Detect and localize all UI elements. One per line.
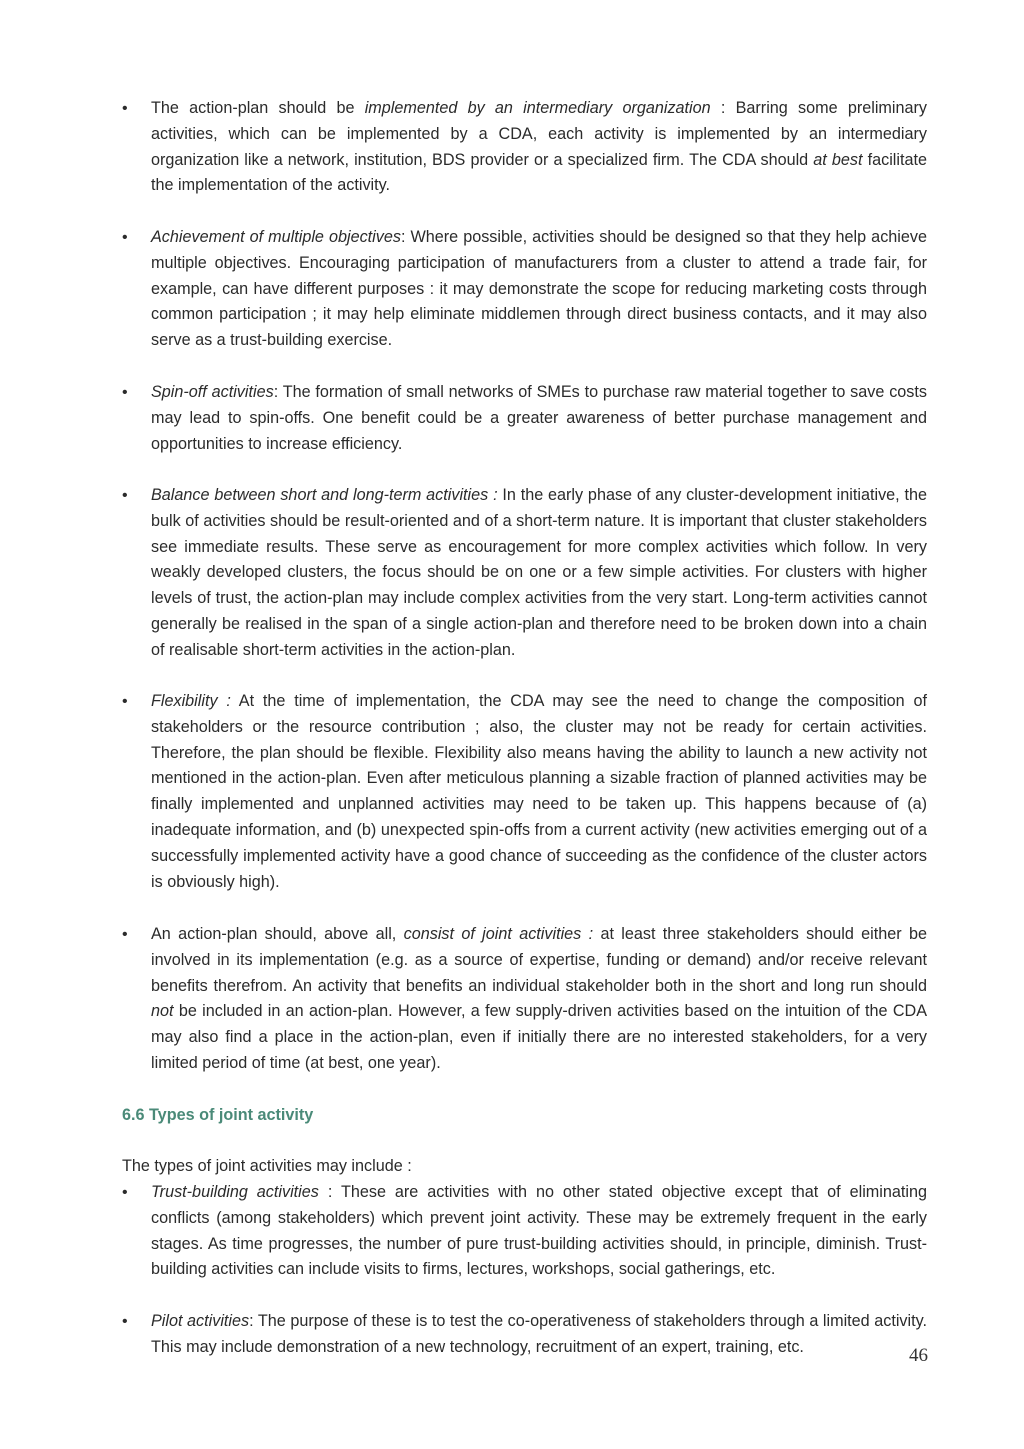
list-item-trust-building: • Trust-building activities : These are activities with no other stated objective except that of eliminating conflicts (among stakeholders) which prevent joint activity. These may be extremely frequent in the early stages. As time progresses, the number of pure trust-building activities should, in principle, diminish. Trust-building activities can include visits to firms, lectures, workshops, social gatherings, etc. — [0, 1180, 927, 1283]
bullet-icon: • — [122, 229, 128, 246]
bullet-list — [0, 922, 927, 1077]
bullet-list — [0, 1180, 927, 1283]
bullet-list — [0, 380, 927, 457]
bullet-list — [0, 689, 927, 895]
list-item-joint-activities: • An action-plan should, above all, consist of joint activities : at least three stakeholders should either be involved in its implementation (e.g. as a source of expertise, funding or demand) and/or receive relevant benefits therefrom. An activity that benefits an individual stakeholder both in the short and long run should not be included in an action-plan. However, a few supply-driven activities based on the intuition of the CDA may also find a place in the action-plan, even if initially there are no interested stakeholders, for a very limited period of time (at best, one year). — [0, 922, 927, 1077]
bullet-list — [0, 1309, 927, 1361]
bullet-icon: • — [122, 926, 128, 943]
list-item-spin-off: • Spin-off activities: The formation of small networks of SMEs to purchase raw material together to save costs may lead to spin-offs. One benefit could be a greater awareness of better purchase management and opportunities to increase efficiency. — [0, 380, 927, 457]
bullet-icon: • — [122, 384, 128, 401]
list-item-balance: • Balance between short and long-term activities : In the early phase of any cluster-development initiative, the bulk of activities should be result-oriented and of a short-term nature. It is important that cluster stakeholders see immediate results. These serve as encouragement for more complex activities which follow. In very weakly developed clusters, the focus should be on one or a few simple activities. For clusters with higher levels of trust, the action-plan may include complex activities from the very start. Long-term activities cannot generally be realised in the span of a single action-plan and therefore need to be broken down into a chain of realisable short-term activities in the action-plan. — [0, 483, 927, 664]
list-item-intermediary: • The action-plan should be implemented by an intermediary organization : Barring some preliminary activities, which can be implemented by a CDA, each activity is implemented by an intermediary organization like a network, institution, BDS provider or a specialized firm. The CDA should at best facilitate the implementation of the activity. — [0, 96, 927, 199]
list-item-multiple-objectives: • Achievement of multiple objectives: Where possible, activities should be designed so that they help achieve multiple objectives. Encouraging participation of manufacturers from a cluster to attend a trade fair, for example, can have different purposes : it may demonstrate the scope for reducing marketing costs through common participation ; it may help eliminate middlemen through direct business contacts, and it may also serve as a trust-building exercise. — [0, 225, 927, 354]
bullet-list — [0, 483, 927, 664]
bullet-list — [0, 96, 927, 199]
list-item-pilot: • Pilot activities: The purpose of these is to test the co-operativeness of stakeholders through a limited activity. This may include demonstration of a new technology, recruitment of an expert, training, etc. — [0, 1309, 927, 1361]
bullet-icon: • — [122, 1184, 128, 1201]
bullet-icon: • — [122, 100, 128, 117]
section-intro: The types of joint activities may include : — [122, 1157, 412, 1175]
bullet-icon: • — [122, 693, 128, 710]
bullet-list — [0, 225, 927, 354]
bullet-icon: • — [122, 487, 128, 504]
list-item-flexibility: • Flexibility : At the time of implementation, the CDA may see the need to change the composition of stakeholders or the resource contribution ; also, the cluster may not be ready for certain activities. Therefore, the plan should be flexible. Flexibility also means having the ability to launch a new activity not mentioned in the action-plan. Even after meticulous planning a sizable fraction of planned activities may be finally implemented and unplanned activities may need to be taken up. This happens because of (a) inadequate information, and (b) unexpected spin-offs from a current activity (new activities emerging out of a successfully implemented activity have a good chance of succeeding as the confidence of the cluster actors is obviously high). — [0, 689, 927, 895]
bullet-icon: • — [122, 1313, 128, 1330]
section-heading: 6.6 Types of joint activity — [122, 1106, 314, 1124]
page-number: 46 — [909, 1345, 928, 1366]
